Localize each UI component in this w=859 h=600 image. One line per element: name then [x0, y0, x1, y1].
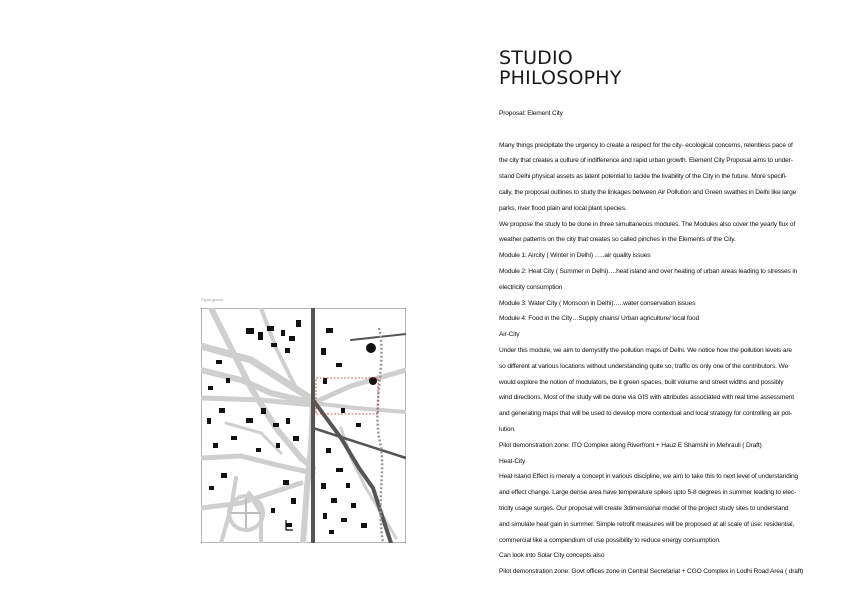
text-line: tricity usage surges. Our proposal will create 3dimensional model of the project study sites to understand [499, 504, 789, 512]
text-line: and effect change. Large dense area have temperature spikes upto 5-8 degrees in summer leading to elec- [499, 489, 797, 497]
pilot-zone-line: Pilot demonstration zone: ITO Complex along Riverfront + Hauz E Shamshi in Mehrauli ( Draft) [499, 441, 762, 449]
figure-ground-map [201, 308, 406, 543]
text-line: Heat Island Effect is merely a concept in various discipline, we aim to take this to next level of understanding [499, 473, 799, 481]
text-line: wind directions. Most of the study will be done via GIS with attributes associated with real time assessment [499, 394, 794, 402]
text-line: weather patterns on the city that creates so called pinches in the Elements of the City. [499, 236, 736, 244]
text-line: and simulate heat gain in summer. Simple retrofit measures will be proposed at all scale of use: residential, [499, 520, 795, 528]
text-line: Under this module, we aim to demystify the pollution maps of Delhi. We notice how the pollution levels are [499, 346, 792, 354]
text-line: cally, the proposal outlines to study the linkages between Air Pollution and Green swathes in Delhi like large [499, 188, 797, 196]
heat-city-heading: Heat-City [499, 457, 526, 465]
text-line: would explore the notion of modulators, be it green spaces, built volume and street widths and possibly [499, 378, 784, 386]
text-line: parks, river flood plain and local plant species. [499, 204, 627, 212]
module-2-line: Module 2: Heat City ( Summer in Delhi)….heat island and over heating of urban areas leading to stresses in [499, 267, 798, 275]
text-line: the city that creates a culture of indifference and rapid urban growth. Element City Proposal aims to under- [499, 157, 793, 165]
blank-line [499, 122, 839, 138]
page-title-line-2: PHILOSOPHY [499, 67, 622, 89]
text-line: so different at various locations without understanding quite so, traffic os only one of the contributors. We [499, 362, 788, 370]
air-city-heading: Air-City [499, 331, 520, 339]
pilot-zone-line: Pilot demonstration zone: Govt offices zone in Central Secretariat + CGO Complex in Lodhi Road Area ( draft) [499, 568, 804, 576]
figure-ground-map-figure [201, 298, 406, 543]
page-title-line-1: STUDIO [499, 47, 573, 69]
text-line: commercial like a compendium of use possibility to reduce energy consumption. [499, 536, 721, 544]
text-line: electricity consumption [499, 283, 563, 291]
module-4-line: Module 4: Food in the City…Supply chains/ Urban agriculture/ local food [499, 315, 700, 323]
text-line: Many things precipitate the urgency to create a respect for the city- ecological concerns, relentless pace of [499, 141, 793, 149]
map-caption: Figure-ground [201, 298, 223, 302]
module-1-line: Module 1: Aircity ( Winter in Delhi) …..air quality issues [499, 252, 651, 260]
text-line: lution. [499, 425, 516, 433]
text-line: Can look into Solar City concepts also [499, 552, 605, 560]
proposal-heading: Proposal: Element City [499, 110, 563, 117]
module-3-line: Module 3: Water City ( Monsoon in Delhi)…..water conservation issues [499, 299, 696, 307]
page-title [499, 48, 622, 88]
text-line: We propose the study to be done in three simultaneous modules. The Modules also cover the yearly flux of [499, 220, 796, 228]
philosophy-text [499, 106, 839, 580]
text-line: stand Delhi physical assets as latent potential to tackle the livability of the City in the future. More specifi- [499, 173, 787, 181]
text-line: and generating maps that will be used to develop more contextual and local strategy for controlling air pol- [499, 410, 792, 418]
